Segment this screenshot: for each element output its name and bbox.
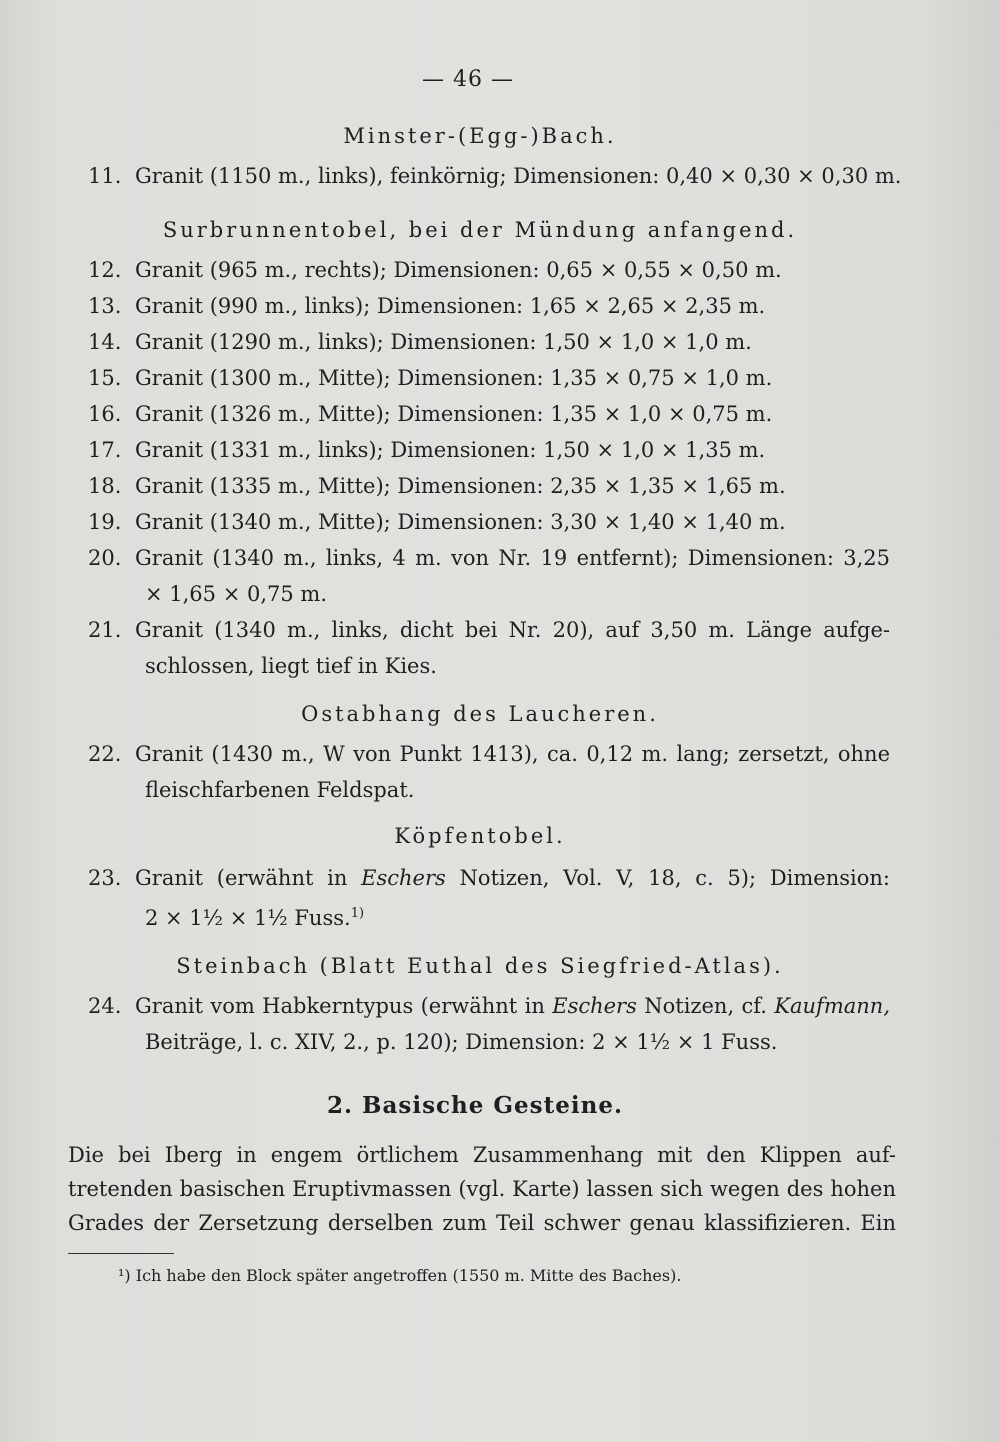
entry-text-line2: × 1,65 × 0,75 m. bbox=[145, 582, 327, 606]
entry-text: Granit (1326 m., Mitte); Dimensionen: 1,35 × 1,0 × 0,75 m. bbox=[135, 402, 773, 426]
entry-number: 11. bbox=[88, 164, 122, 188]
text-run: Granit (erwähnt in bbox=[135, 866, 362, 890]
entry-number: 17. bbox=[88, 438, 122, 462]
entry-text-line2: Beiträge, l. c. XIV, 2., p. 120); Dimension: 2 × 1½ × 1 Fuss. bbox=[145, 1030, 778, 1054]
entry-text-line1 bbox=[135, 992, 890, 1020]
paragraph-line-2: tretenden basischen Eruptivmassen (vgl. Karte) lassen sich wegen des hohen bbox=[68, 1177, 896, 1201]
entry-text-line2: fleischfarbenen Feldspat. bbox=[145, 778, 415, 802]
entry-number: 15. bbox=[88, 366, 122, 390]
section-title: 2. Basische Gesteine. bbox=[327, 1092, 623, 1119]
entry-text: Granit (1340 m., Mitte); Dimensionen: 3,30 × 1,40 × 1,40 m. bbox=[135, 510, 786, 534]
entry-text-line1: Granit (1340 m., links, dicht bei Nr. 20), auf 3,50 m. Länge aufge- bbox=[135, 618, 890, 642]
entry-text-line2: schlossen, liegt tief in Kies. bbox=[145, 654, 437, 678]
footnote: ¹) Ich habe den Block später angetroffen (1550 m. Mitte des Baches). bbox=[118, 1266, 682, 1285]
entry-number: 12. bbox=[88, 258, 122, 282]
entry-number: 14. bbox=[88, 330, 122, 354]
section-heading-minster: Minster-(Egg-)Bach. bbox=[343, 124, 617, 148]
section-heading-steinbach: Steinbach (Blatt Euthal des Siegfried-Atlas). bbox=[176, 954, 784, 978]
entry-number: 21. bbox=[88, 618, 122, 642]
italic-author: Eschers bbox=[552, 994, 637, 1018]
entry-number: 24. bbox=[88, 994, 122, 1018]
section-heading-koepfentobel: Köpfentobel. bbox=[394, 824, 566, 848]
entry-text: Granit (990 m., links); Dimensionen: 1,65 × 2,65 × 2,35 m. bbox=[135, 294, 766, 318]
entry-text: Granit (1335 m., Mitte); Dimensionen: 2,35 × 1,35 × 1,65 m. bbox=[135, 474, 786, 498]
entry-number: 19. bbox=[88, 510, 122, 534]
entry-text-line2 bbox=[145, 900, 364, 932]
italic-author: Eschers bbox=[361, 866, 446, 890]
entry-text: Granit (1331 m., links); Dimensionen: 1,50 × 1,0 × 1,35 m. bbox=[135, 438, 766, 462]
paragraph-line-3: Grades der Zersetzung derselben zum Teil schwer genau klassifizieren. Ein bbox=[68, 1211, 896, 1235]
text-run: Notizen, cf. bbox=[636, 994, 775, 1018]
italic-author: Kaufmann, bbox=[774, 994, 890, 1018]
entry-number: 22. bbox=[88, 742, 122, 766]
entry-text: Granit (1290 m., links); Dimensionen: 1,50 × 1,0 × 1,0 m. bbox=[135, 330, 752, 354]
footnote-divider bbox=[68, 1253, 174, 1254]
section-heading-ostabhang: Ostabhang des Laucheren. bbox=[301, 702, 659, 726]
entry-text: Granit (1150 m., links), feinkörnig; Dimensionen: 0,40 × 0,30 × 0,30 m. bbox=[135, 164, 902, 188]
page-number: — 46 — bbox=[422, 67, 514, 92]
entry-text: Granit (1300 m., Mitte); Dimensionen: 1,35 × 0,75 × 1,0 m. bbox=[135, 366, 773, 390]
entry-number: 23. bbox=[88, 866, 122, 890]
footnote-mark: 1) bbox=[350, 906, 365, 921]
paragraph-line-1: Die bei Iberg in engem örtlichem Zusammenhang mit den Klippen auf- bbox=[68, 1143, 896, 1167]
entry-text-line1 bbox=[135, 864, 890, 892]
entry-text-line1: Granit (1340 m., links, 4 m. von Nr. 19 entfernt); Dimensionen: 3,25 bbox=[135, 546, 890, 570]
entry-text-line1: Granit (1430 m., W von Punkt 1413), ca. 0,12 m. lang; zersetzt, ohne bbox=[135, 742, 890, 766]
entry-number: 20. bbox=[88, 546, 122, 570]
entry-number: 16. bbox=[88, 402, 122, 426]
entry-number: 18. bbox=[88, 474, 122, 498]
section-heading-surbrunnentobel: Surbrunnentobel, bei der Mündung anfangend. bbox=[162, 218, 798, 242]
entry-number: 13. bbox=[88, 294, 122, 318]
text-run: Granit vom Habkerntypus (erwähnt in bbox=[135, 994, 553, 1018]
entry-text: Granit (965 m., rechts); Dimensionen: 0,65 × 0,55 × 0,50 m. bbox=[135, 258, 782, 282]
text-run: 2 × 1½ × 1½ Fuss. bbox=[145, 906, 351, 930]
text-run: Notizen, Vol. V, 18, c. 5); Dimension: bbox=[445, 866, 890, 890]
